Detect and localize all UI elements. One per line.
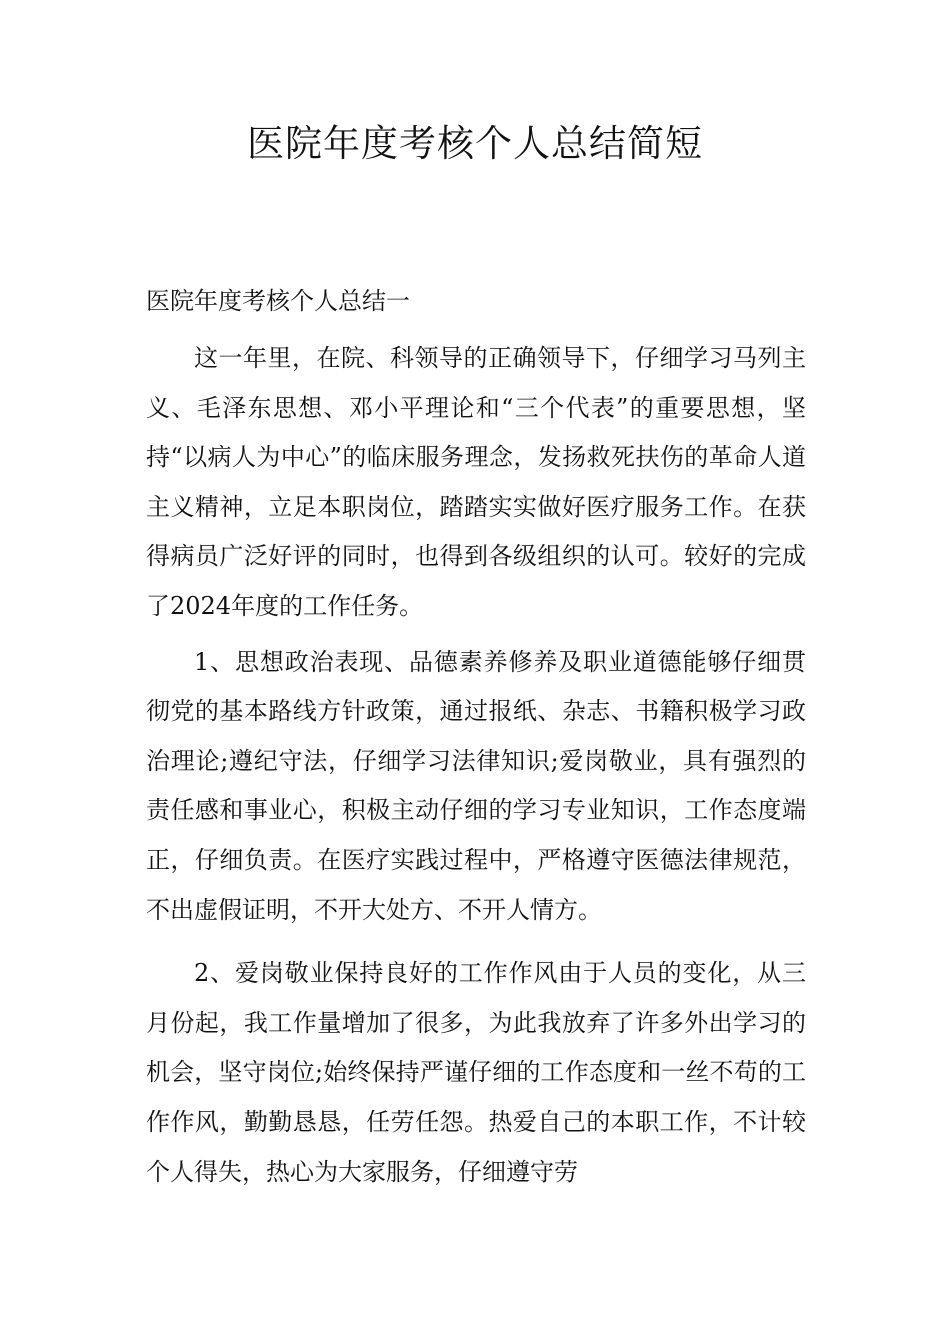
paragraph-item-2: 2、爱岗敬业保持良好的工作作风由于人员的变化，从三月份起，我工作量增加了很多，为此我放弃了许多外出学习的机会，坚守岗位;始终保持严谨仔细的工作态度和一丝不苟的工作作风，勤勤恳恳，任劳任怨。热爱自己的本职工作，不计较个人得失，热心为大家服务，仔细遵守劳 [146,959,806,1186]
section-heading: 医院年度考核个人总结一 [146,287,410,315]
paragraph-intro: 这一年里，在院、科领导的正确领导下，仔细学习马列主义、毛泽东思想、邓小平理论和“三个代表”的重要思想，坚持“以病人为中心”的临床服务理念，发扬救死扶伤的革命人道主义精神，立足本职岗位，踏踏实实做好医疗服务工作。在获得病员广泛好评的同时，也得到各级组织的认可。较好的完成了2024年度的工作任务。 [146,344,806,620]
document-title: 医院年度考核个人总结简短 [247,122,703,165]
paragraph-item-1: 1、思想政治表现、品德素养修养及职业道德能够仔细贯彻党的基本路线方针政策，通过报纸、杂志、书籍积极学习政治理论;遵纪守法，仔细学习法律知识;爱岗敬业，具有强烈的责任感和事业心，积极主动仔细的学习专业知识，工作态度端正，仔细负责。在医疗实践过程中，严格遵守医德法律规范，不出虚假证明，不开大处方、不开人情方。 [146,647,806,924]
document-body [146,280,806,1197]
